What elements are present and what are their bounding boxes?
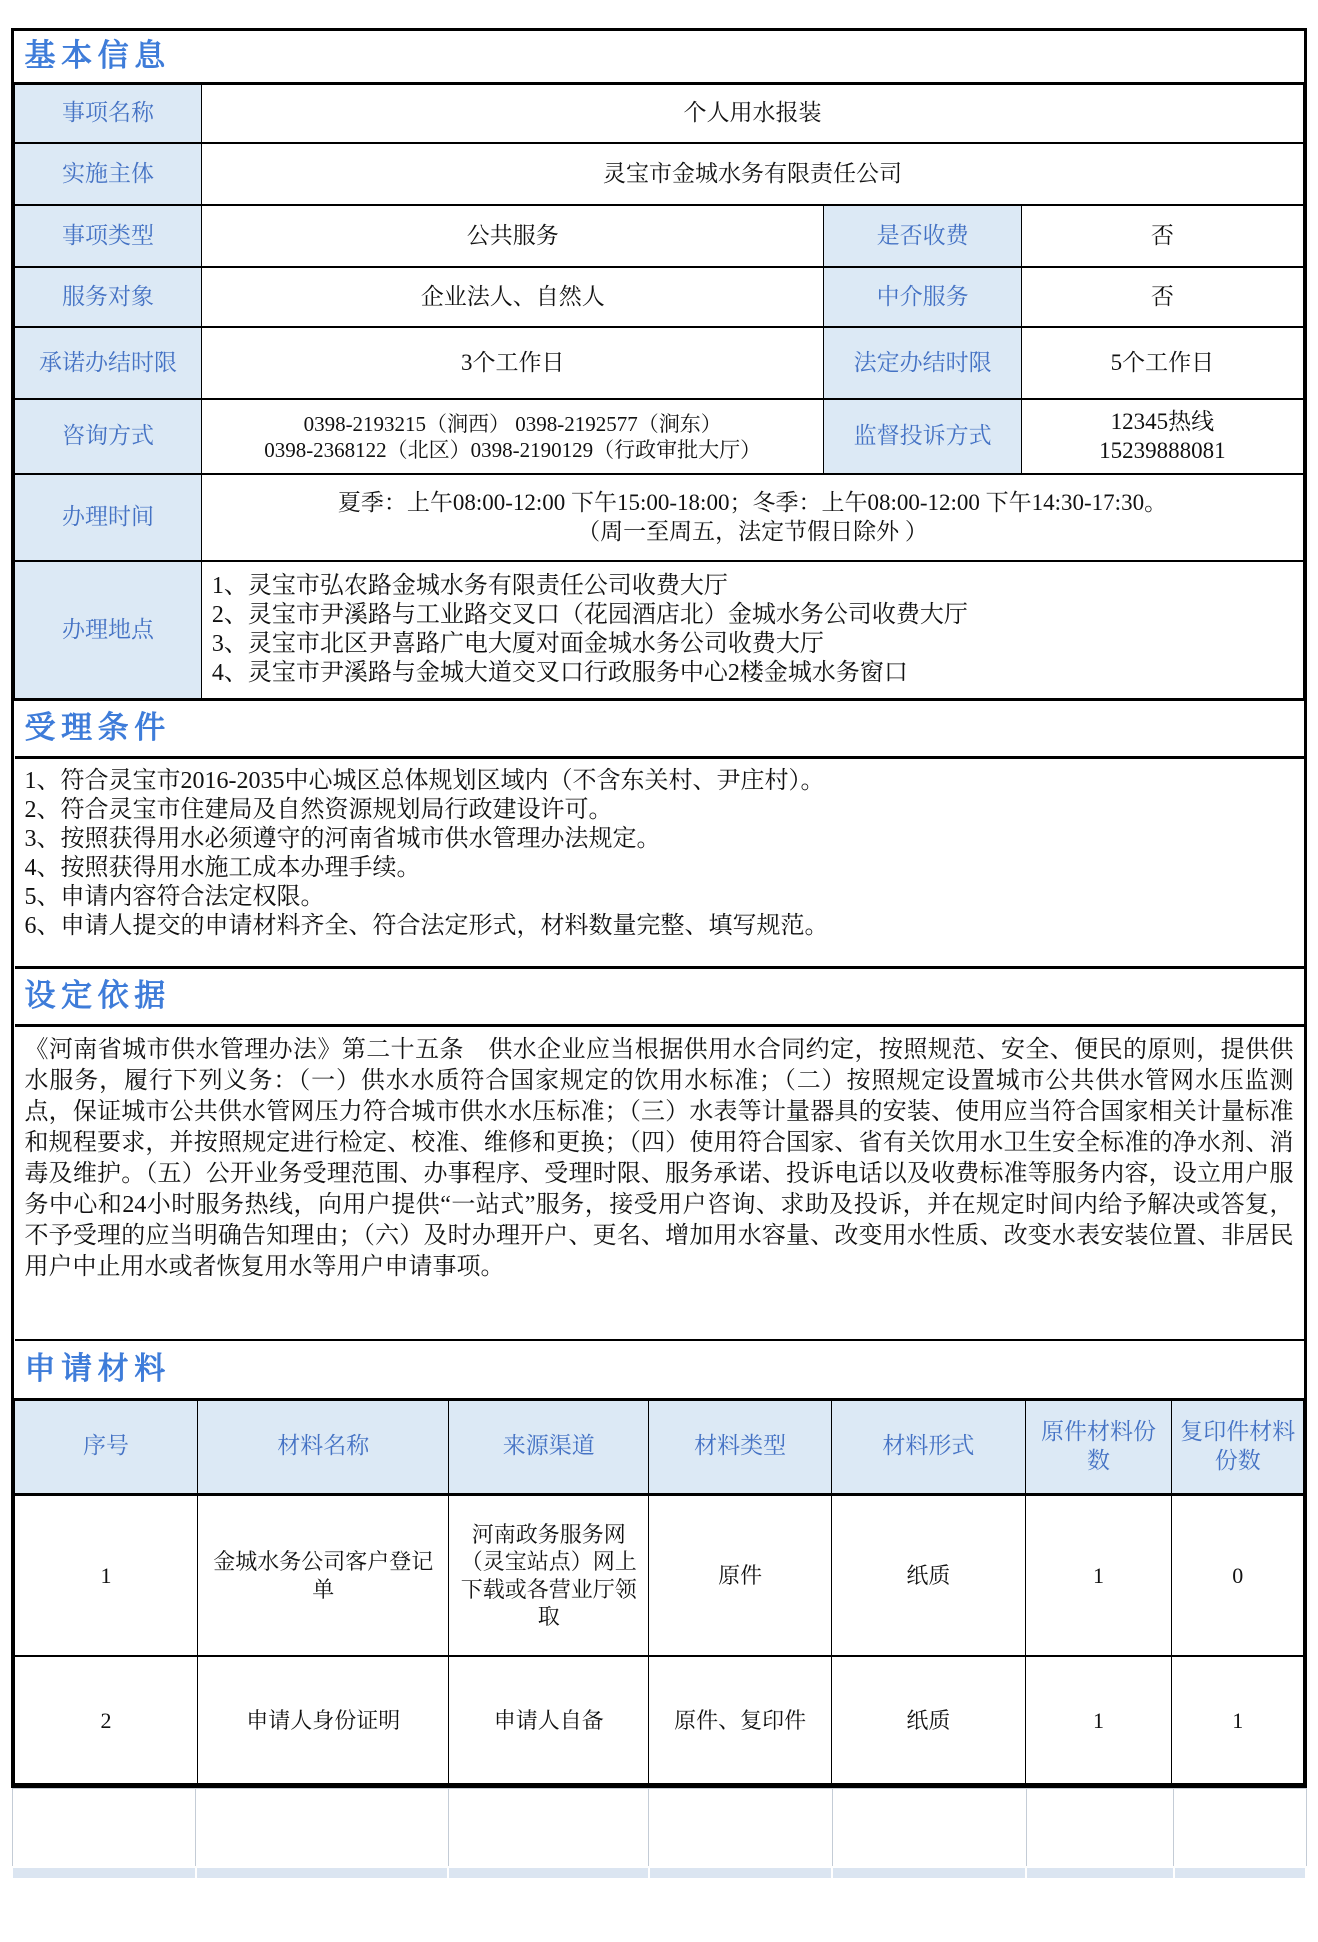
condition-6: 6、申请人提交的申请材料齐全、符合法定形式，材料数量完整、填写规范。 [24, 912, 829, 939]
row-service-target [15, 267, 1304, 327]
location-line-2: 2、灵宝市尹溪路与工业路交叉口（花园酒店北）金城水务公司收费大厅 [211, 602, 968, 628]
value-item-name: 个人用水报装 [201, 83, 1303, 143]
label-service-target: 服务对象 [15, 267, 202, 327]
condition-4: 4、按照获得用水施工成本办理手续。 [24, 854, 421, 881]
label-office-hours: 办理时间 [15, 474, 202, 561]
condition-5: 5、申请内容符合法定权限。 [24, 883, 325, 910]
material-row [15, 1494, 1304, 1656]
value-legal-limit: 5个工作日 [1021, 327, 1303, 399]
label-implementer: 实施主体 [15, 143, 202, 205]
material-1-type: 原件 [649, 1494, 832, 1656]
condition-3: 3、按照获得用水必须遵守的河南省城市供水管理办法规定。 [24, 825, 661, 852]
col-header-name: 材料名称 [198, 1399, 449, 1494]
section-header-row [15, 1341, 1304, 1399]
section-header-row [15, 31, 1304, 83]
label-item-name: 事项名称 [15, 83, 202, 143]
row-time-limit [15, 327, 1304, 399]
label-intermediary: 中介服务 [824, 267, 1021, 327]
value-item-type: 公共服务 [201, 205, 824, 267]
material-2-copy-count: 1 [1172, 1656, 1304, 1784]
value-office-hours [201, 474, 1303, 561]
col-header-source: 来源渠道 [449, 1399, 649, 1494]
label-complaint-method: 监督投诉方式 [824, 399, 1021, 474]
materials-table [14, 1341, 1304, 1785]
condition-2: 2、符合灵宝市住建局及自然资源规划局行政建设许可。 [24, 796, 613, 823]
material-2-name: 申请人身份证明 [198, 1656, 449, 1784]
basis-paragraph: 《河南省城市供水管理办法》第二十五条 供水企业应当根据供用水合同约定，按照规范、安全、便民的原则，提供供水服务，履行下列义务：（一）供水水质符合国家规定的饮用水标准；（二）按照规定设置城市公共供水管网水压监测点，保证城市公共供水管网压力符合城市供水水压标准；（三）水表等计量器具的安装、使用应当符合国家相关计量标准和规程要求，并按照规定进行检定、校准、维修和更换；（四）使用符合国家、省有关饮用水卫生安全标准的净水剂、消毒及维护。（五）公开业务受理范围、办事程序、受理时限、服务承诺、投诉电话以及收费标准等服务内容，设立用户服务中心和24小时服务热线，向用户提供“一站式”服务，接受用户咨询、求助及投诉，并在规定时间内给予解决或答复，不予受理的应当明确告知理由；（六）及时办理开户、更名、增加用水容量、改变用水性质、改变水表安装位置、非居民用户中止用水或者恢复用水等用户申请事项。 [24, 1036, 1294, 1280]
consult-phone-line-1: 0398-2193215（涧西） 0398-2192577（涧东） [303, 411, 722, 436]
material-2-form: 纸质 [832, 1656, 1025, 1784]
label-legal-limit: 法定办结时限 [824, 327, 1021, 399]
cutoff-row-strip [12, 1867, 1306, 1879]
col-header-type: 材料类型 [649, 1399, 832, 1494]
acceptance-conditions [15, 757, 1304, 967]
office-hours-line-1: 夏季：上午08:00-12:00 下午15:00-18:00；冬季：上午08:00-12:00 下午14:30-17:30。 [337, 490, 1168, 515]
value-complaint-method [1021, 399, 1303, 474]
complaint-hotline: 12345热线 [1110, 409, 1215, 434]
basic-info-table [14, 31, 1304, 1341]
section-title-acceptance: 受理条件 [24, 709, 171, 745]
section-header-row [15, 967, 1304, 1025]
office-hours-line-2: （周一至周五，法定节假日除外 ） [577, 518, 928, 544]
materials-header-row [15, 1399, 1304, 1494]
col-header-copy-count: 复印件材料份数 [1172, 1399, 1304, 1494]
material-1-copy-count: 0 [1172, 1494, 1304, 1656]
section-title-materials: 申请材料 [24, 1351, 171, 1387]
material-2-seq: 2 [15, 1656, 198, 1784]
material-2-original-count: 1 [1025, 1656, 1172, 1784]
row-item-name [15, 83, 1304, 143]
value-intermediary: 否 [1021, 267, 1303, 327]
value-consult-method [201, 399, 824, 474]
materials-empty-row-table [11, 1788, 1307, 1880]
value-promised-limit: 3个工作日 [201, 327, 824, 399]
row-consult [15, 399, 1304, 474]
material-1-original-count: 1 [1025, 1494, 1172, 1656]
basis-content-row [15, 1025, 1304, 1340]
label-item-type: 事项类型 [15, 205, 202, 267]
acceptance-content-row [15, 757, 1304, 967]
material-1-source: 河南政务服务网（灵宝站点）网上下载或各营业厅领取 [449, 1494, 649, 1656]
row-office-hours [15, 474, 1304, 561]
location-line-3: 3、灵宝市北区尹喜路广电大厦对面金城水务公司收费大厅 [211, 631, 824, 657]
label-promised-limit: 承诺办结时限 [15, 327, 202, 399]
material-2-type: 原件、复印件 [649, 1656, 832, 1784]
value-office-location [201, 561, 1303, 699]
material-row [15, 1656, 1304, 1784]
label-is-charged: 是否收费 [824, 205, 1021, 267]
location-line-4: 4、灵宝市尹溪路与金城大道交叉口行政服务中心2楼金城水务窗口 [211, 660, 908, 686]
label-office-location: 办理地点 [15, 561, 202, 699]
col-header-original-count: 原件材料份数 [1025, 1399, 1172, 1494]
complaint-phone: 15239888081 [1099, 437, 1226, 463]
location-line-1: 1、灵宝市弘农路金城水务有限责任公司收费大厅 [211, 573, 728, 599]
value-service-target: 企业法人、自然人 [201, 267, 824, 327]
col-header-form: 材料形式 [832, 1399, 1025, 1494]
material-1-seq: 1 [15, 1494, 198, 1656]
material-empty-row [12, 1789, 1306, 1867]
section-title-basis: 设定依据 [24, 977, 171, 1013]
row-implementer [15, 143, 1304, 205]
label-consult-method: 咨询方式 [15, 399, 202, 474]
row-office-location [15, 561, 1304, 699]
material-1-form: 纸质 [832, 1494, 1025, 1656]
value-implementer: 灵宝市金城水务有限责任公司 [201, 143, 1303, 205]
section-header-row [15, 699, 1304, 757]
col-header-seq: 序号 [15, 1399, 198, 1494]
material-2-source: 申请人自备 [449, 1656, 649, 1784]
section-title-basic-info: 基本信息 [24, 38, 171, 73]
value-is-charged: 否 [1021, 205, 1303, 267]
consult-phone-line-2: 0398-2368122（北区）0398-2190129（行政审批大厅） [264, 437, 762, 462]
condition-1: 1、符合灵宝市2016-2035中心城区总体规划区域内（不含东关村、尹庄村）。 [24, 767, 825, 794]
document-frame [11, 28, 1307, 1788]
material-1-name: 金城水务公司客户登记单 [198, 1494, 449, 1656]
row-item-type [15, 205, 1304, 267]
